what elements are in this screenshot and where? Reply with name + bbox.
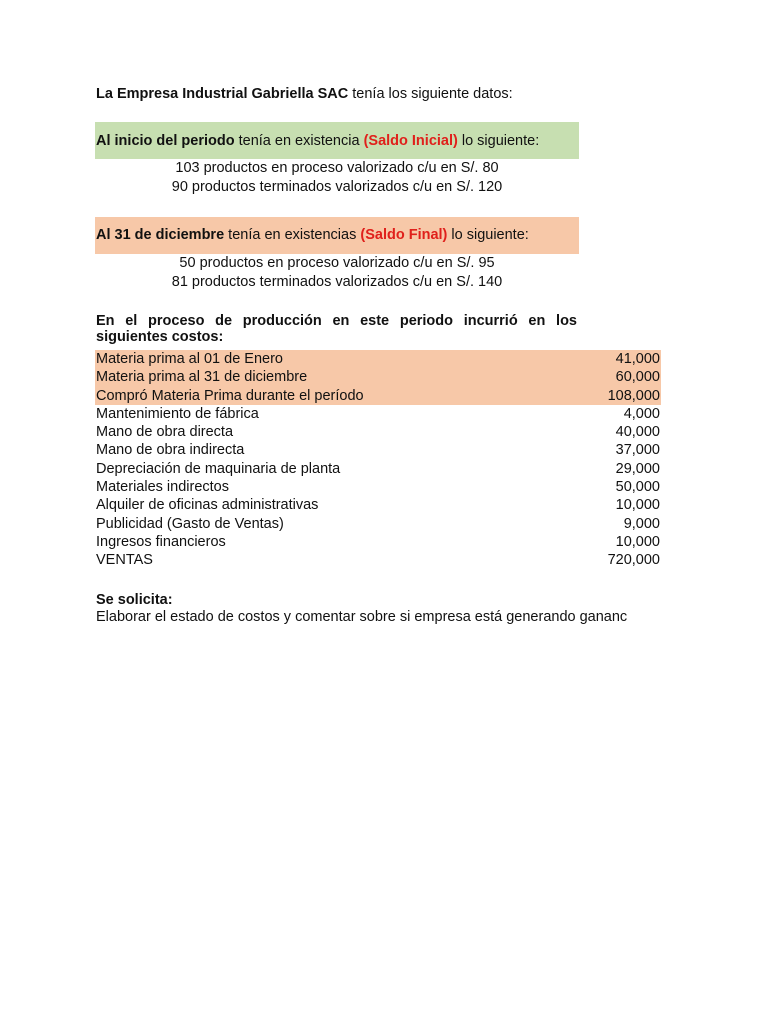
inicio-bold: Al inicio del periodo bbox=[96, 133, 235, 149]
table-row bbox=[95, 405, 661, 423]
cost-label: Materia prima al 01 de Enero bbox=[96, 351, 283, 367]
saldo-final-text bbox=[96, 225, 529, 245]
final-end: lo siguiente: bbox=[447, 227, 529, 243]
inicio-line-proceso: 103 productos en proceso valorizado c/u en S/. 80 bbox=[175, 160, 499, 176]
final-line-terminados: 81 productos terminados valorizados c/u en S/. 140 bbox=[171, 274, 503, 290]
table-row bbox=[95, 441, 661, 459]
cost-value: 50,000 bbox=[615, 479, 660, 496]
cost-label: Mantenimiento de fábrica bbox=[96, 405, 259, 422]
inicio-end: lo siguiente: bbox=[457, 133, 540, 149]
saldo-final-header bbox=[95, 217, 579, 254]
cost-value: 10,000 bbox=[615, 497, 660, 514]
cost-label: Depreciación de maquinaria de planta bbox=[96, 460, 341, 477]
proceso-heading bbox=[96, 313, 577, 345]
intro-paragraph bbox=[96, 84, 656, 104]
cost-label: Materiales indirectos bbox=[96, 479, 229, 496]
table-row bbox=[95, 515, 661, 533]
cost-label: Mano de obra directa bbox=[96, 424, 234, 441]
cost-value: 9,000 bbox=[623, 515, 660, 532]
cost-label: Materia prima al 31 de diciembre bbox=[96, 369, 308, 386]
cost-value: 37,000 bbox=[615, 442, 660, 459]
cost-label: Publicidad (Gasto de Ventas) bbox=[96, 515, 284, 532]
table-row bbox=[95, 496, 661, 514]
cost-label: VENTAS bbox=[96, 552, 153, 569]
cost-value: 41,000 bbox=[615, 351, 660, 367]
cost-value: 40,000 bbox=[615, 424, 660, 441]
inicio-middle: tenía en existencia bbox=[234, 133, 364, 149]
table-row bbox=[95, 551, 661, 569]
saldo-inicial-text bbox=[96, 131, 539, 151]
proceso-line-2: siguientes costos: bbox=[96, 329, 224, 345]
cost-label: Compró Materia Prima durante el período bbox=[96, 387, 364, 404]
table-row bbox=[95, 460, 661, 478]
final-line-proceso: 50 productos en proceso valorizado c/u en S/. 95 bbox=[179, 255, 495, 271]
costs-table bbox=[95, 350, 661, 570]
table-row bbox=[95, 533, 661, 551]
cost-value: 60,000 bbox=[615, 369, 660, 386]
company-name: La Empresa Industrial Gabriella SAC bbox=[96, 86, 349, 102]
intro-rest: tenía los siguiente datos: bbox=[348, 86, 513, 102]
final-bold: Al 31 de diciembre bbox=[96, 227, 225, 243]
cost-value: 10,000 bbox=[615, 533, 660, 550]
table-row bbox=[95, 423, 661, 441]
table-row bbox=[95, 368, 661, 386]
table-row bbox=[95, 387, 661, 405]
table-row bbox=[95, 478, 661, 496]
proceso-line-1: En el proceso de producción en este periodo incurrió en los bbox=[96, 313, 577, 329]
cost-label: Alquiler de oficinas administrativas bbox=[96, 497, 319, 514]
cost-value: 720,000 bbox=[607, 552, 660, 569]
saldo-final-lines bbox=[95, 254, 579, 292]
saldo-inicial-lines bbox=[95, 159, 579, 197]
saldo-inicial-label: (Saldo Inicial) bbox=[363, 133, 458, 149]
cost-label: Ingresos financieros bbox=[96, 533, 226, 550]
solicita-title: Se solicita: bbox=[96, 592, 173, 608]
table-row bbox=[95, 350, 661, 368]
cost-value: 108,000 bbox=[607, 387, 660, 404]
solicita-text: Elaborar el estado de costos y comentar sobre si empresa está generando gananc bbox=[96, 609, 628, 625]
inicio-line-terminados: 90 productos terminados valorizados c/u en S/. 120 bbox=[171, 179, 503, 195]
cost-label: Mano de obra indirecta bbox=[96, 442, 245, 459]
cost-value: 29,000 bbox=[615, 460, 660, 477]
cost-value: 4,000 bbox=[623, 405, 660, 422]
final-middle: tenía en existencias bbox=[224, 227, 361, 243]
saldo-inicial-header bbox=[95, 122, 579, 159]
saldo-final-label: (Saldo Final) bbox=[360, 227, 448, 243]
